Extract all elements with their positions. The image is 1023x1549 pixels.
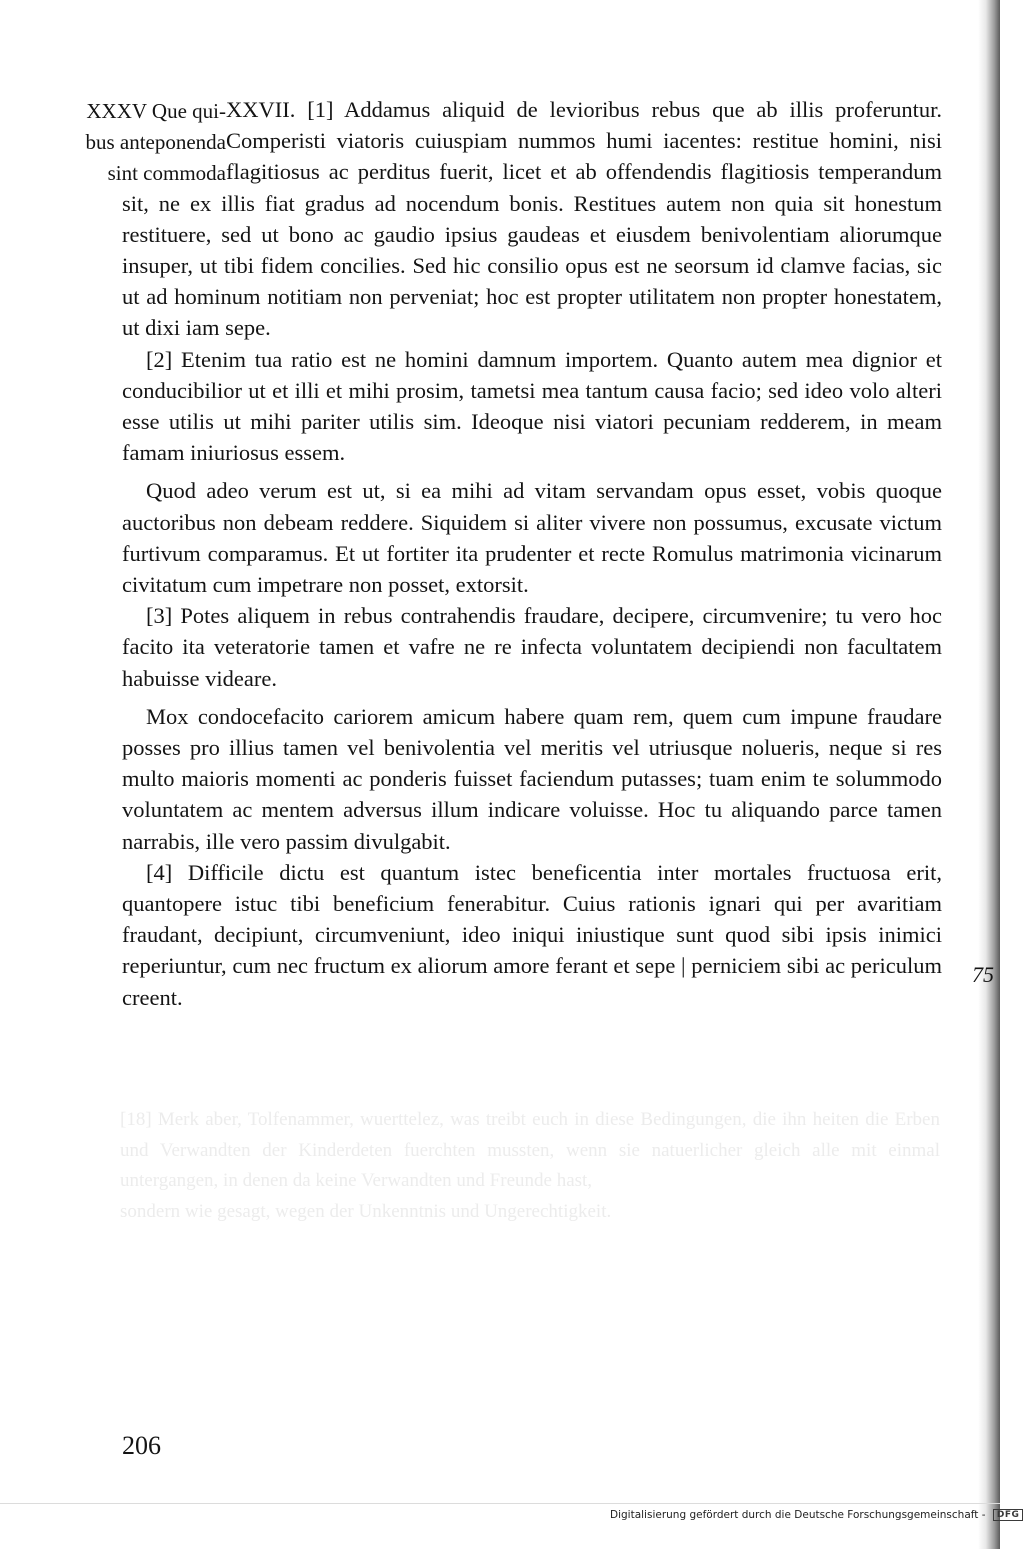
- page-edge-shadow: [978, 0, 1000, 1549]
- margin-note-line: bus anteponenda: [85, 130, 226, 155]
- bleed-through-text: [120, 1105, 940, 1227]
- dfg-logo: DFG: [993, 1509, 1023, 1521]
- main-text: [122, 94, 942, 1013]
- credit-text: Digitalisierung gefördert durch die Deutsche Forschungsgemeinschaft -: [610, 1509, 986, 1521]
- digitization-credit: [610, 1509, 1020, 1521]
- margin-note-line: XXXV Que qui-: [86, 99, 226, 123]
- paragraph: XXVII. [1] Addamus aliquid de levioribus rebus que ab illis proferuntur. Comperisti viatoris cuiuspiam nummos humi iacentes: restitue homini, nisi flagitiosus ac perditus fuerit, licet et ab offendendis flagitiosis temperandum sit, ne ex illis fiat gradus ad nocendum bonis. Restitues autem non quia sit honestum restituere, sed ut bono ac gaudio ipsius gaudeas et eiusdem benivolentiam aliorumque insuper, ut tibi fidem concilies. Sed hic consilio opus est ne seorsum id clamve facias, sic ut ad hominum notitiam non perveniat; hoc est propter utilitatem non propter honestatem, ut dixi iam sepe.: [122, 97, 942, 341]
- edition-page-number: 75: [972, 962, 994, 987]
- paragraph: [4] Difficile dictu est quantum istec beneficentia inter mortales fructuosa erit, quantopere istuc tibi beneficium fenerabitur. Cuius rationis ignari qui per avaritiam fraudant, decipiunt, circumveniunt, ideo iniqui iniustique sunt quod sibi ipsis inimici reperiuntur, cum nec fructum ex aliorum amore ferant et sepe | perniciem sibi ac periculum creent.: [122, 859, 942, 1010]
- footer-divider: [0, 1503, 1000, 1504]
- margin-note-line: sint commoda: [107, 161, 226, 186]
- bleed-through-line: sondern wie gesagt, wegen der Unkenntnis und Ungerechtigkeit.: [120, 1200, 612, 1222]
- page-number: 206: [122, 1431, 161, 1460]
- paragraph: [2] Etenim tua ratio est ne homini damnum importem. Quanto autem mea dignior et conducibilior ut et illi et mihi prosim, tametsi mea tantum causa facio; sed ideo volo alteri esse utilis ut mihi pariter utilis sim. Ideoque nisi viatori pecuniam redderem, in meam famam iniuriosus essem.: [122, 346, 942, 466]
- margin-note-spacer: [122, 94, 226, 187]
- bleed-through-line: [18] Merk aber, Tolfenammer, wuerttelez, was treibt euch in diese Bedingungen, die ihn heiten die Erben und Verwandten der Kinderdeten fuerchten mussten, wenn sie natuerlicher gleich alle mit einmal untergangen, in denen da keine Verwandten und Freunde hast,: [120, 1109, 940, 1191]
- paragraph: Mox condocefacito cariorem amicum habere quam rem, quem cum impune fraudare posses pro illius tamen vel benivolentia vel meritis vel utriusque nolueris, neque si res multo maioris momenti ac ponderis fuisset faciendum putasses; tuam enim te solummodo voluntatem ac mentem adversus illum indicare voluisse. Hoc tu aliquando parce tamen narrabis, ille vero passim divulgabit.: [122, 703, 942, 854]
- paragraph: [3] Potes aliquem in rebus contrahendis fraudare, decipere, circumvenire; tu vero hoc facito ita veteratorie tamen et vafre ne re infecta voluntatem decipiendi non facultatem habuisse videare.: [122, 603, 942, 691]
- paragraph: Quod adeo verum est ut, si ea mihi ad vitam servandam opus esset, vobis quoque auctoribus non debeam reddere. Siquidem si aliter vivere non possumus, excusate victum furtivum comparamus. Et ut fortiter ita prudenter et recte Romulus matrimonia vicinarum civitatum cum impetrare non posset, extorsit.: [122, 478, 942, 598]
